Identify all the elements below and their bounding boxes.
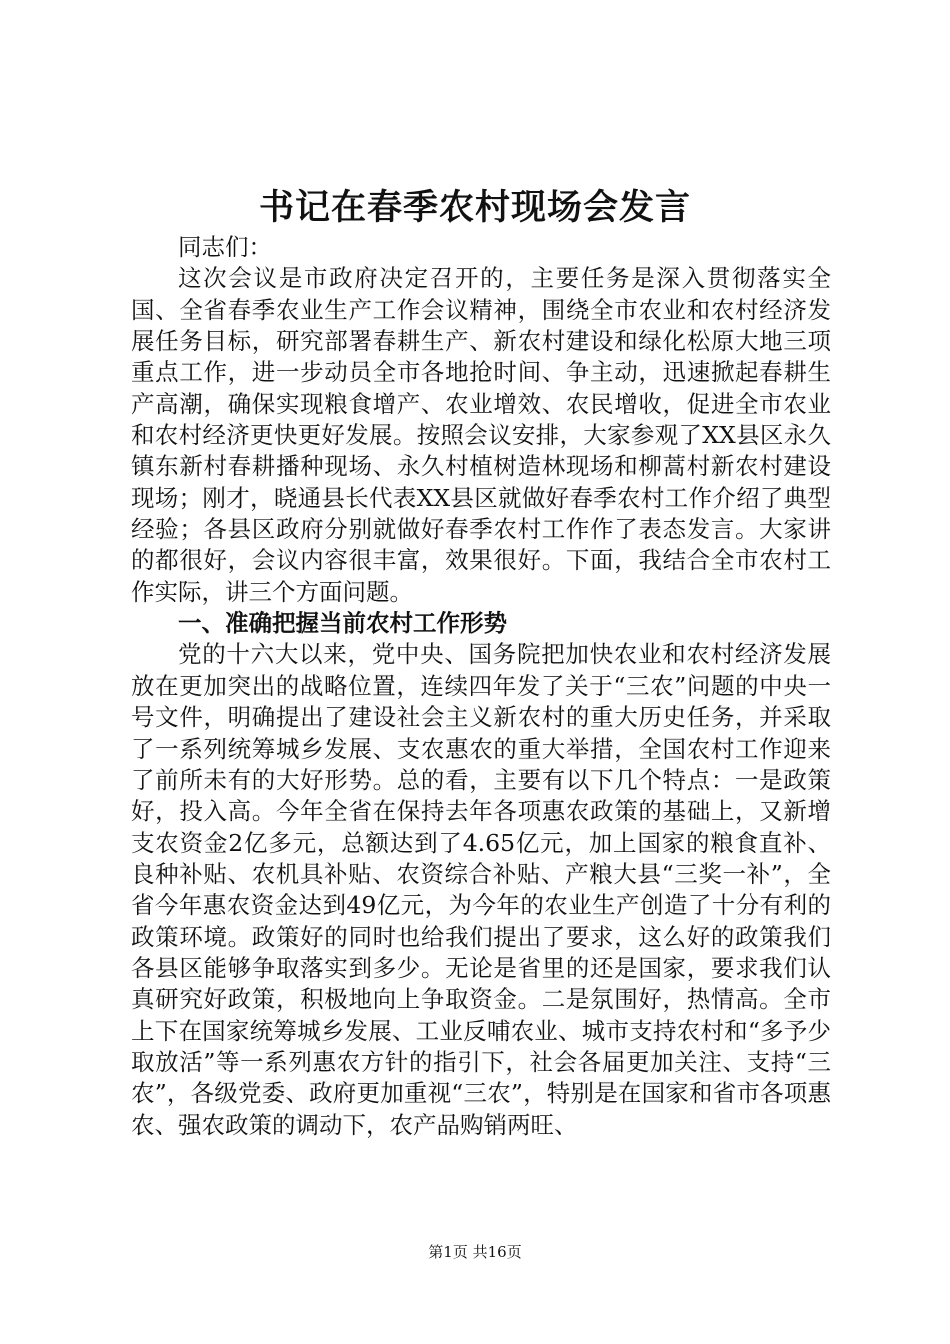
document-title: 书记在春季农村现场会发言 — [258, 188, 691, 228]
page-number-footer: 第1页 共16页 — [428, 1243, 522, 1261]
document-body — [131, 232, 831, 1141]
section-paragraph: 党的十六大以来，党中央、国务院把加快农业和农村经济发展放在更加突出的战略位置，连续四年发了关于“三农”问题的中央一号文件，明确提出了建设社会主义新农村的重大历史任务，并采取了一系列统筹城乡发展、支农惠农的重大举措，全国农村工作迎来了前所未有的大好形势。总的看，主要有以下几个特点：一是政策好，投入高。今年全省在保持去年各项惠农政策的基础上，又新增支农资金2亿多元，总额达到了4.65亿元，加上国家的粮食直补、良种补贴、农机具补贴、农资综合补贴、产粮大县“三奖一补”，全省今年惠农资金达到49亿元，为今年的农业生产创造了十分有利的政策环境。政策好的同时也给我们提出了要求，这么好的政策我们各县区能够争取落实到多少。无论是省里的还是国家，要求我们认真研究好政策，积极地向上争取资金。二是氛围好，热情高。全市上下在国家统筹城乡发展、工业反哺农业、城市支持农村和“多予少取放活”等一系列惠农方针的指引下，社会各届更加关注、支持“三农”，各级党委、政府更加重视“三农”，特别是在国家和省市各项惠农、强农政策的调动下，农产品购销两旺、 — [131, 640, 831, 1139]
section-heading: 一、准确把握当前农村工作形势 — [178, 609, 507, 638]
intro-paragraph: 这次会议是市政府决定召开的，主要任务是深入贯彻落实全国、全省春季农业生产工作会议精神，围绕全市农业和农村经济发展任务目标，研究部署春耕生产、新农村建设和绿化松原大地三项重点工作，进一步动员全市各地抢时间、争主动，迅速掀起春耕生产高潮，确保实现粮食增产、农业增效、农民增收，促进全市农业和农村经济更快更好发展。按照会议安排，大家参观了XX县区永久镇东新村春耕播种现场、永久村植树造林现场和柳蒿村新农村建设现场；刚才，晓通县长代表XX县区就做好春季农村工作介绍了典型经验；各县区政府分别就做好春季农村工作作了表态发言。大家讲的都很好，会议内容很丰富，效果很好。下面，我结合全市农村工作实际，讲三个方面问题。 — [131, 264, 831, 606]
salutation-paragraph: 同志们： — [178, 233, 272, 261]
